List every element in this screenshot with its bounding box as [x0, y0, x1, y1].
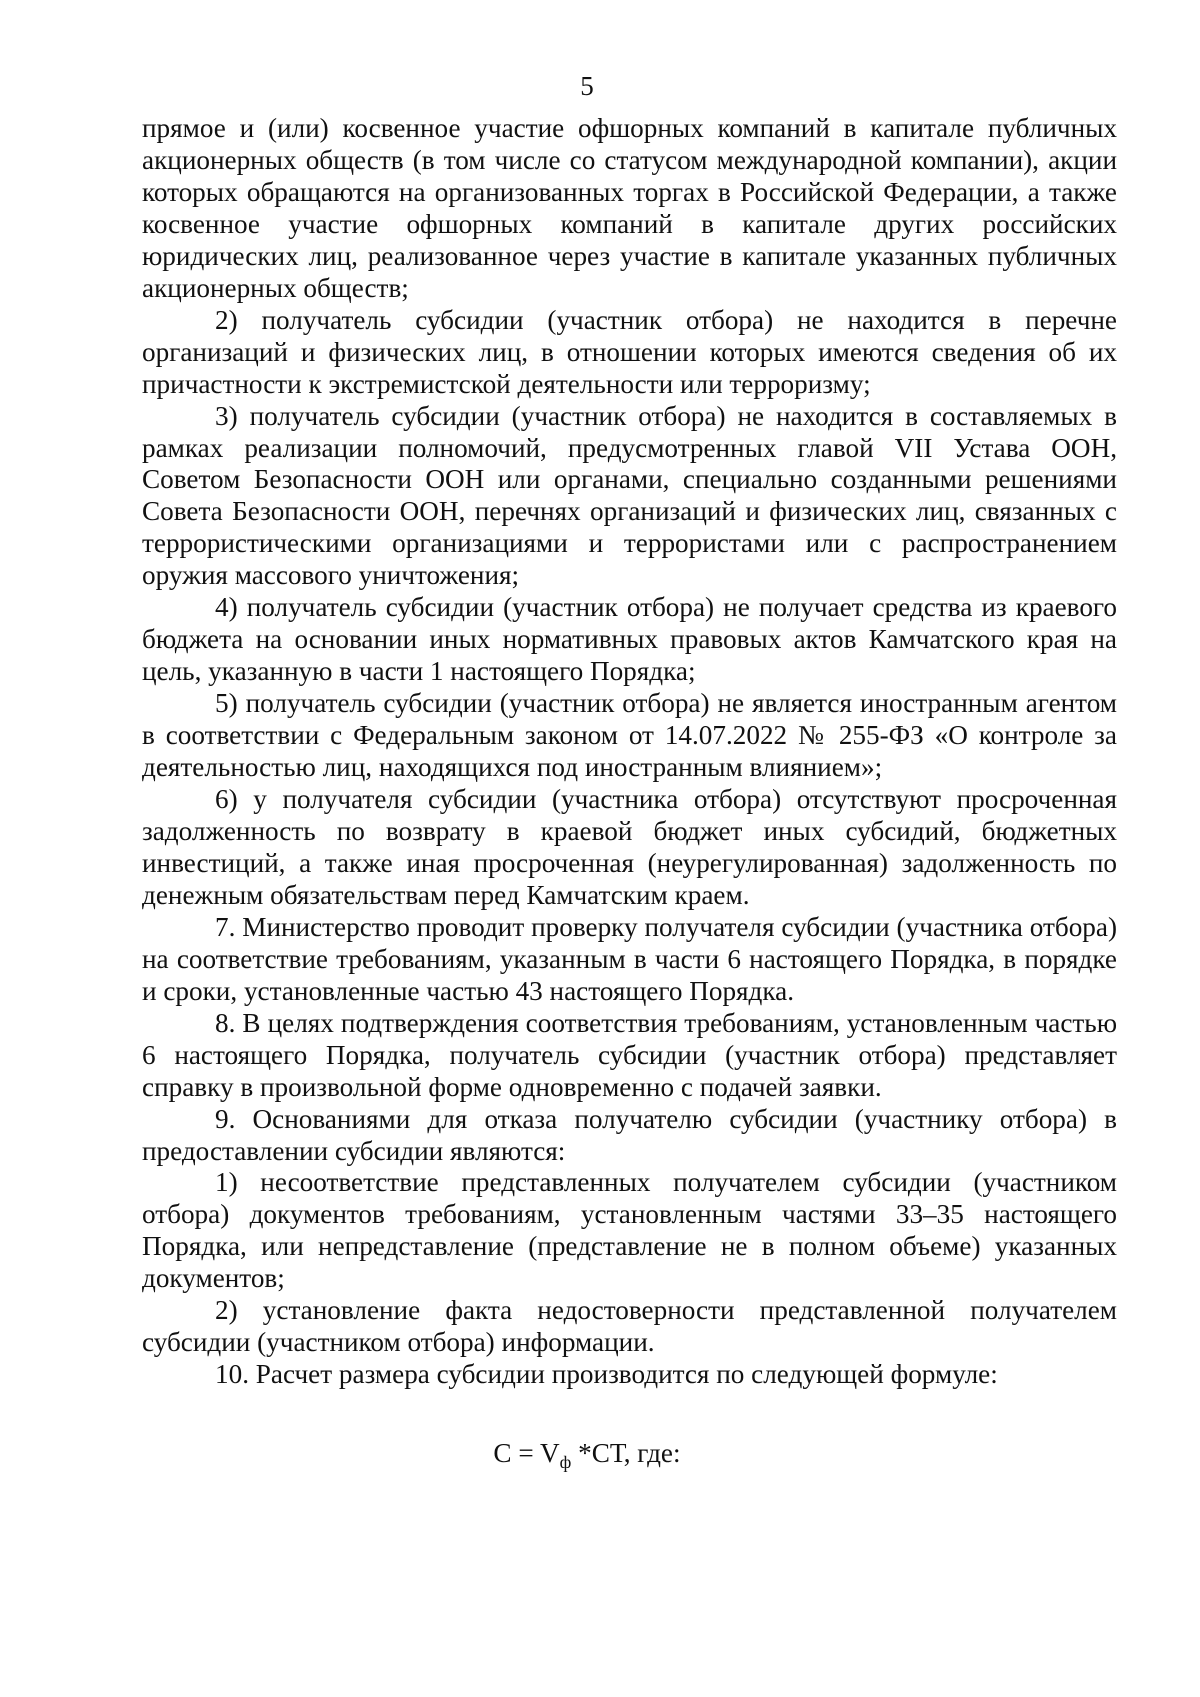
document-body [142, 113, 1117, 1391]
paragraph-section-7: 7. Министерство проводит проверку получателя субсидии (участника отбора) на соответствие требованиям, указанным в части 6 настоящего Порядка, в порядке и сроки, установленные частью 43 настоящего Порядка. [142, 911, 1117, 1006]
page-number: 5 [580, 71, 594, 101]
paragraph-item-5: 5) получатель субсидии (участник отбора) не является иностранным агентом в соответствии с Федеральным законом от 14.07.2022 № 255-ФЗ «О контроле за деятельностью лиц, находящихся под иностранным влиянием»; [142, 688, 1117, 783]
formula-left: C = V [493, 1438, 560, 1468]
paragraph-item-6: 6) у получателя субсидии (участника отбора) отсутствуют просроченная задолженность по возврату в краевой бюджет иных субсидий, бюджетных инвестиций, а также иная просроченная (неурегулированная) задолженность по денежным обязательствам перед Камчатским краем. [142, 784, 1117, 910]
paragraph-refusal-item-2: 2) установление факта недостоверности представленной получателем субсидии (участником отбора) информации. [142, 1295, 1117, 1358]
paragraph-item-4: 4) получатель субсидии (участник отбора) не получает средства из краевого бюджета на основании иных нормативных правовых актов Камчатского края на цель, указанную в части 1 настоящего Порядка; [142, 592, 1117, 687]
paragraph-section-10: 10. Расчет размера субсидии производится по следующей формуле: [215, 1359, 998, 1390]
paragraph-refusal-item-1: 1) несоответствие представленных получателем субсидии (участником отбора) документов требованиям, установленным частями 33–35 настоящего Порядка, или непредставление (представление не в полном объеме) указанных документов; [142, 1167, 1117, 1294]
paragraph-item-3: 3) получатель субсидии (участник отбора) не находится в составляемых в рамках реализации полномочий, предусмотренных главой VII Устава ООН, Советом Безопасности ООН или органами, специально созданными решениями Совета Безопасности ООН, перечнях организаций и физических лиц, связанных с террористическими организациями и террористами или с распространением оружия массового уничтожения; [142, 400, 1117, 591]
paragraph-section-9: 9. Основаниями для отказа получателю субсидии (участнику отбора) в предоставлении субсидии являются: [142, 1103, 1117, 1166]
formula-subscript: ф [559, 1452, 572, 1472]
paragraph-item-2: 2) получатель субсидии (участник отбора) не находится в перечне организаций и физических лиц, в отношении которых имеются сведения об их причастности к экстремистской деятельности или терроризму; [142, 304, 1117, 399]
formula-right: *СТ, где: [571, 1438, 681, 1468]
subsidy-formula [0, 1437, 1174, 1472]
paragraph-section-8: 8. В целях подтверждения соответствия требованиям, установленным частью 6 настоящего Порядка, получатель субсидии (участник отбора) представляет справку в произвольной форме одновременно с подачей заявки. [142, 1007, 1117, 1102]
paragraph-continuation: прямое и (или) косвенное участие офшорных компаний в капитале публичных акционерных обществ (в том числе со статусом международной компании), акции которых обращаются на организованных торгах в Российской Федерации, а также косвенное участие офшорных компаний в капитале других российских юридических лиц, реализованное через участие в капитале указанных публичных акционерных обществ; [142, 113, 1117, 303]
